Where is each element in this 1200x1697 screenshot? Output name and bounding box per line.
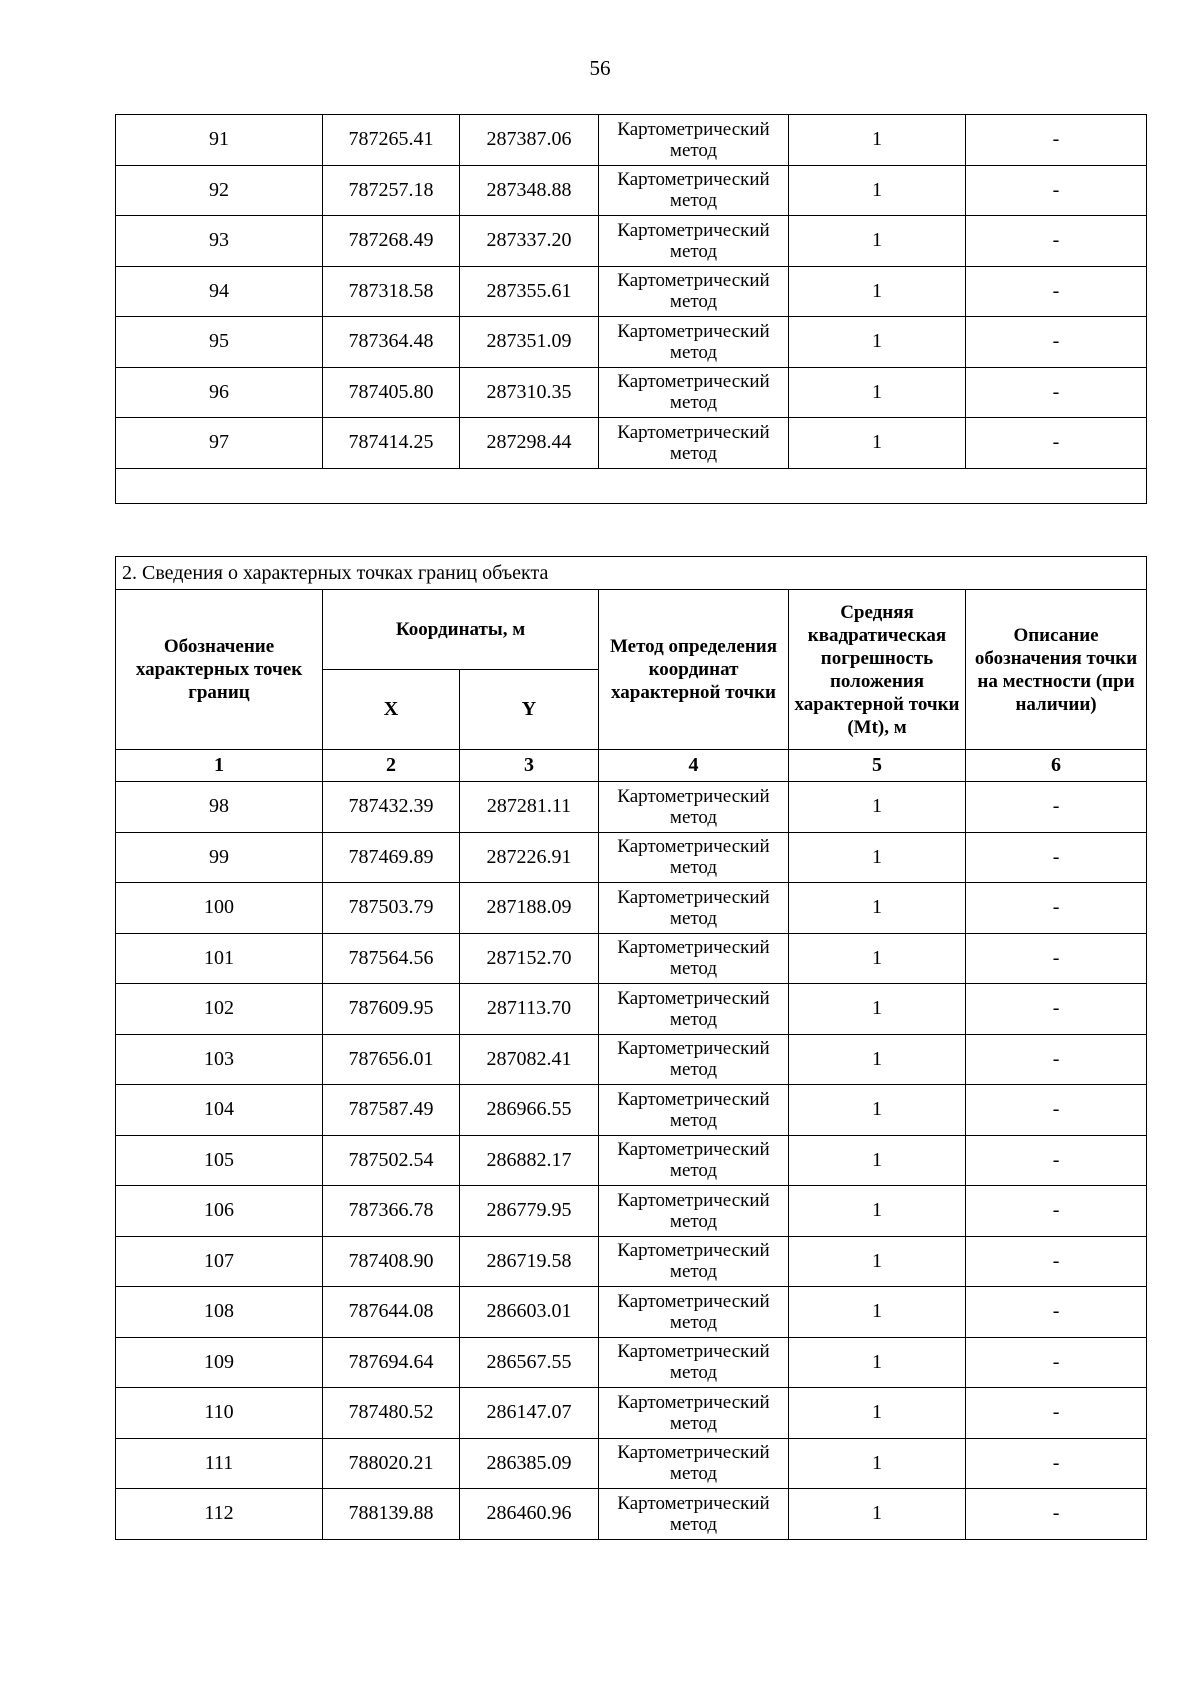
header-y: Y — [460, 670, 599, 750]
method-cell — [599, 266, 789, 317]
mt-cell: 1 — [789, 883, 966, 934]
method-line-1: Картометрический — [617, 1290, 770, 1312]
description-cell: - — [966, 1085, 1147, 1136]
header-coordinates: Координаты, м — [323, 590, 599, 670]
method-line-2: метод — [669, 958, 718, 980]
mt-cell: 1 — [789, 782, 966, 833]
x-coordinate-cell: 787268.49 — [323, 216, 460, 267]
page-number: 56 — [589, 56, 611, 80]
table-row — [116, 1085, 1147, 1136]
method-line-1: Картометрический — [617, 937, 770, 959]
table-row — [116, 1489, 1147, 1540]
y-coordinate-cell: 286719.58 — [460, 1236, 599, 1287]
method-line-2: метод — [669, 1059, 718, 1081]
header-description: Описание обозначения точки на местности (при наличии) — [966, 590, 1147, 750]
y-coordinate-cell: 286385.09 — [460, 1438, 599, 1489]
method-line-2: метод — [669, 139, 718, 161]
table-row — [116, 317, 1147, 368]
x-coordinate-cell: 787656.01 — [323, 1034, 460, 1085]
description-cell: - — [966, 367, 1147, 418]
y-coordinate-cell: 287298.44 — [460, 418, 599, 469]
method-line-2: метод — [669, 442, 718, 464]
method-line-2: метод — [669, 1008, 718, 1030]
method-cell — [599, 367, 789, 418]
method-cell — [599, 1287, 789, 1338]
method-line-2: метод — [669, 1160, 718, 1182]
point-number-cell: 112 — [116, 1489, 323, 1540]
table-row — [116, 418, 1147, 469]
description-cell: - — [966, 115, 1147, 166]
method-cell — [599, 782, 789, 833]
method-line-1: Картометрический — [617, 1139, 770, 1161]
table-row — [116, 165, 1147, 216]
table-row — [116, 1388, 1147, 1439]
method-cell — [599, 984, 789, 1035]
method-cell — [599, 418, 789, 469]
method-cell — [599, 1337, 789, 1388]
x-coordinate-cell: 787432.39 — [323, 782, 460, 833]
method-cell — [599, 832, 789, 883]
x-coordinate-cell: 787587.49 — [323, 1085, 460, 1136]
x-coordinate-cell: 787366.78 — [323, 1186, 460, 1237]
description-cell: - — [966, 782, 1147, 833]
y-coordinate-cell: 286147.07 — [460, 1388, 599, 1439]
mt-cell: 1 — [789, 1438, 966, 1489]
y-coordinate-cell: 287351.09 — [460, 317, 599, 368]
mt-cell: 1 — [789, 367, 966, 418]
x-coordinate-cell: 787469.89 — [323, 832, 460, 883]
x-coordinate-cell: 788139.88 — [323, 1489, 460, 1540]
description-cell: - — [966, 1236, 1147, 1287]
method-cell — [599, 1438, 789, 1489]
mt-cell: 1 — [789, 1287, 966, 1338]
method-line-2: метод — [669, 1513, 718, 1535]
method-line-1: Картометрический — [617, 320, 770, 342]
point-number-cell: 111 — [116, 1438, 323, 1489]
method-line-2: метод — [669, 1109, 718, 1131]
method-line-2: метод — [669, 392, 718, 414]
method-line-2: метод — [669, 1362, 718, 1384]
table-row — [116, 1135, 1147, 1186]
method-cell — [599, 165, 789, 216]
empty-cell — [116, 468, 1147, 503]
description-cell: - — [966, 1186, 1147, 1237]
method-line-1: Картометрический — [617, 1240, 770, 1262]
description-cell: - — [966, 165, 1147, 216]
table2-body — [116, 782, 1147, 1540]
description-cell: - — [966, 317, 1147, 368]
point-number-cell: 108 — [116, 1287, 323, 1338]
description-cell: - — [966, 266, 1147, 317]
y-coordinate-cell: 287226.91 — [460, 832, 599, 883]
method-cell — [599, 317, 789, 368]
x-coordinate-cell: 787318.58 — [323, 266, 460, 317]
column-number: 3 — [460, 750, 599, 782]
method-cell — [599, 883, 789, 934]
point-number-cell: 93 — [116, 216, 323, 267]
point-number-cell: 99 — [116, 832, 323, 883]
x-coordinate-cell: 787564.56 — [323, 933, 460, 984]
y-coordinate-cell: 287355.61 — [460, 266, 599, 317]
x-coordinate-cell: 787405.80 — [323, 367, 460, 418]
table-row — [116, 984, 1147, 1035]
mt-cell: 1 — [789, 115, 966, 166]
point-number-cell: 98 — [116, 782, 323, 833]
column-number: 4 — [599, 750, 789, 782]
method-cell — [599, 1186, 789, 1237]
method-line-1: Картометрический — [617, 1038, 770, 1060]
point-number-cell: 91 — [116, 115, 323, 166]
method-line-1: Картометрический — [617, 1341, 770, 1363]
header-x: X — [323, 670, 460, 750]
method-line-2: метод — [669, 806, 718, 828]
description-cell: - — [966, 832, 1147, 883]
mt-cell: 1 — [789, 984, 966, 1035]
point-number-cell: 106 — [116, 1186, 323, 1237]
method-line-1: Картометрический — [617, 1189, 770, 1211]
method-cell — [599, 1135, 789, 1186]
description-cell: - — [966, 1388, 1147, 1439]
y-coordinate-cell: 286567.55 — [460, 1337, 599, 1388]
column-numbers-row — [116, 750, 1147, 782]
mt-cell: 1 — [789, 1034, 966, 1085]
table-row — [116, 832, 1147, 883]
x-coordinate-cell: 787694.64 — [323, 1337, 460, 1388]
table-row — [116, 367, 1147, 418]
method-line-2: метод — [669, 1311, 718, 1333]
method-line-2: метод — [669, 1412, 718, 1434]
table-row — [116, 1034, 1147, 1085]
mt-cell: 1 — [789, 418, 966, 469]
x-coordinate-cell: 788020.21 — [323, 1438, 460, 1489]
method-line-2: метод — [669, 190, 718, 212]
table-row — [116, 216, 1147, 267]
x-coordinate-cell: 787408.90 — [323, 1236, 460, 1287]
column-number: 1 — [116, 750, 323, 782]
method-line-2: метод — [669, 240, 718, 262]
point-number-cell: 96 — [116, 367, 323, 418]
x-coordinate-cell: 787609.95 — [323, 984, 460, 1035]
point-number-cell: 109 — [116, 1337, 323, 1388]
y-coordinate-cell: 286603.01 — [460, 1287, 599, 1338]
method-line-1: Картометрический — [617, 421, 770, 443]
method-cell — [599, 216, 789, 267]
x-coordinate-cell: 787480.52 — [323, 1388, 460, 1439]
mt-cell: 1 — [789, 165, 966, 216]
y-coordinate-cell: 286460.96 — [460, 1489, 599, 1540]
mt-cell: 1 — [789, 1337, 966, 1388]
description-cell: - — [966, 1438, 1147, 1489]
y-coordinate-cell: 287310.35 — [460, 367, 599, 418]
description-cell: - — [966, 216, 1147, 267]
point-number-cell: 101 — [116, 933, 323, 984]
x-coordinate-cell: 787364.48 — [323, 317, 460, 368]
method-line-2: метод — [669, 857, 718, 879]
method-line-1: Картометрический — [617, 1492, 770, 1514]
method-line-1: Картометрический — [617, 371, 770, 393]
method-cell — [599, 1236, 789, 1287]
method-line-2: метод — [669, 341, 718, 363]
boundary-points-table — [115, 556, 1147, 1540]
mt-cell: 1 — [789, 266, 966, 317]
y-coordinate-cell: 287188.09 — [460, 883, 599, 934]
x-coordinate-cell: 787502.54 — [323, 1135, 460, 1186]
description-cell: - — [966, 1135, 1147, 1186]
method-cell — [599, 933, 789, 984]
table-row — [116, 883, 1147, 934]
table-row — [116, 1337, 1147, 1388]
y-coordinate-cell: 287281.11 — [460, 782, 599, 833]
mt-cell: 1 — [789, 933, 966, 984]
point-number-cell: 95 — [116, 317, 323, 368]
y-coordinate-cell: 287348.88 — [460, 165, 599, 216]
table-row — [116, 1186, 1147, 1237]
description-cell: - — [966, 1489, 1147, 1540]
header-point-designation: Обозначение характерных точек границ — [116, 590, 323, 750]
method-line-2: метод — [669, 291, 718, 313]
mt-cell: 1 — [789, 317, 966, 368]
point-number-cell: 92 — [116, 165, 323, 216]
point-number-cell: 107 — [116, 1236, 323, 1287]
description-cell: - — [966, 1034, 1147, 1085]
x-coordinate-cell: 787265.41 — [323, 115, 460, 166]
method-line-1: Картометрический — [617, 836, 770, 858]
description-cell: - — [966, 1287, 1147, 1338]
description-cell: - — [966, 984, 1147, 1035]
description-cell: - — [966, 418, 1147, 469]
method-line-2: метод — [669, 1261, 718, 1283]
x-coordinate-cell: 787257.18 — [323, 165, 460, 216]
mt-cell: 1 — [789, 1236, 966, 1287]
mt-cell: 1 — [789, 832, 966, 883]
table-row — [116, 266, 1147, 317]
table-row — [116, 933, 1147, 984]
method-cell — [599, 1388, 789, 1439]
header-method: Метод определения координат характерной точки — [599, 590, 789, 750]
x-coordinate-cell: 787644.08 — [323, 1287, 460, 1338]
mt-cell: 1 — [789, 1186, 966, 1237]
y-coordinate-cell: 286966.55 — [460, 1085, 599, 1136]
table-row — [116, 1438, 1147, 1489]
y-coordinate-cell: 286882.17 — [460, 1135, 599, 1186]
mt-cell: 1 — [789, 1135, 966, 1186]
y-coordinate-cell: 287337.20 — [460, 216, 599, 267]
mt-cell: 1 — [789, 1388, 966, 1439]
column-number: 2 — [323, 750, 460, 782]
column-number: 5 — [789, 750, 966, 782]
table1-empty-row — [116, 468, 1147, 503]
point-number-cell: 94 — [116, 266, 323, 317]
method-line-1: Картометрический — [617, 987, 770, 1009]
method-line-1: Картометрический — [617, 886, 770, 908]
point-number-cell: 102 — [116, 984, 323, 1035]
mt-cell: 1 — [789, 216, 966, 267]
method-line-1: Картометрический — [617, 219, 770, 241]
point-number-cell: 105 — [116, 1135, 323, 1186]
method-line-2: метод — [669, 1210, 718, 1232]
table-row — [116, 115, 1147, 166]
method-line-1: Картометрический — [617, 169, 770, 191]
y-coordinate-cell: 286779.95 — [460, 1186, 599, 1237]
point-number-cell: 103 — [116, 1034, 323, 1085]
description-cell: - — [966, 883, 1147, 934]
x-coordinate-cell: 787414.25 — [323, 418, 460, 469]
method-line-1: Картометрический — [617, 270, 770, 292]
section-title-row — [116, 557, 1147, 590]
method-line-2: метод — [669, 1463, 718, 1485]
description-cell: - — [966, 933, 1147, 984]
point-number-cell: 104 — [116, 1085, 323, 1136]
header-mt: Средняя квадратическая погрешность положения характерной точки (Mt), м — [789, 590, 966, 750]
table-row — [116, 1236, 1147, 1287]
point-number-cell: 97 — [116, 418, 323, 469]
method-cell — [599, 1085, 789, 1136]
description-cell: - — [966, 1337, 1147, 1388]
header-row — [116, 590, 1147, 670]
y-coordinate-cell: 287387.06 — [460, 115, 599, 166]
section-title: 2. Сведения о характерных точках границ объекта — [116, 557, 1147, 590]
column-number: 6 — [966, 750, 1147, 782]
mt-cell: 1 — [789, 1085, 966, 1136]
table1-body — [116, 115, 1147, 504]
method-line-1: Картометрический — [617, 1088, 770, 1110]
method-line-1: Картометрический — [617, 1442, 770, 1464]
y-coordinate-cell: 287082.41 — [460, 1034, 599, 1085]
table-row — [116, 1287, 1147, 1338]
method-line-1: Картометрический — [617, 118, 770, 140]
mt-cell: 1 — [789, 1489, 966, 1540]
coordinates-table-continuation — [115, 114, 1147, 504]
method-cell — [599, 1489, 789, 1540]
table-row — [116, 782, 1147, 833]
method-cell — [599, 1034, 789, 1085]
y-coordinate-cell: 287152.70 — [460, 933, 599, 984]
method-line-1: Картометрический — [617, 785, 770, 807]
method-line-1: Картометрический — [617, 1391, 770, 1413]
point-number-cell: 100 — [116, 883, 323, 934]
y-coordinate-cell: 287113.70 — [460, 984, 599, 1035]
point-number-cell: 110 — [116, 1388, 323, 1439]
x-coordinate-cell: 787503.79 — [323, 883, 460, 934]
method-cell — [599, 115, 789, 166]
method-line-2: метод — [669, 907, 718, 929]
